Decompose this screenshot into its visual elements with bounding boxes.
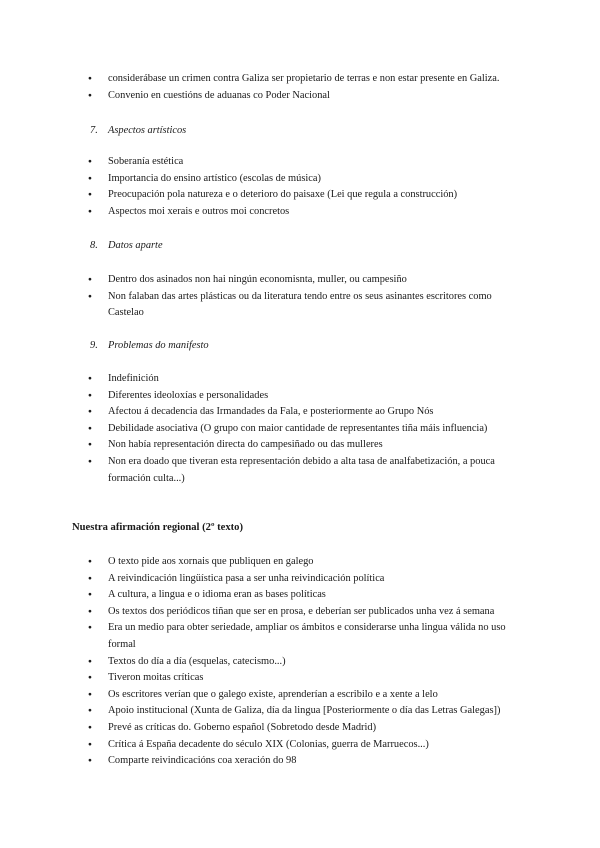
section-title: Aspectos artísticos [108, 125, 187, 136]
section-number: 8. [90, 240, 98, 251]
list-item: ● Prevé as críticas do. Goberno español (Sobretodo desde Madrid) [0, 720, 600, 737]
list-item: ● Dentro dos asinados non hai ningún economisnta, muller, ou campesiño [0, 272, 600, 289]
list-item: ● Aspectos moi xerais e outros moi concretos [0, 204, 600, 221]
list-item: ● Importancia do ensino artístico (escolas de música) [0, 171, 600, 188]
list-item: ● Soberanía estética [0, 154, 600, 171]
list-item: ● Indefinición [0, 371, 600, 388]
section-heading-9 [0, 339, 600, 353]
list-item: ● Preocupación pola natureza e o deterioro do paisaxe (Lei que regula a construcción) [0, 187, 600, 204]
list-item: ● A reivindicación lingüística pasa a ser unha reivindicación política [0, 571, 600, 588]
list-item: ● Diferentes ideoloxías e personalidades [0, 388, 600, 405]
list-item: ● Convenio en cuestións de aduanas co Poder Nacional [0, 88, 600, 105]
list-item: ● O texto pide aos xornais que publiquen en galego [0, 554, 600, 571]
list-item: ● Crítica á España decadente do século XIX (Colonias, guerra de Marruecos...) [0, 737, 600, 754]
list-item: ● A cultura, a lingua e o idioma eran as bases políticas [0, 587, 600, 604]
section-number: 9. [90, 340, 98, 351]
section-number: 7. [90, 125, 98, 136]
intro-bullet-list [0, 71, 600, 104]
list-item: ● Afectou á decadencia das Irmandades da Fala, e posteriormente ao Grupo Nós [0, 404, 600, 421]
list-item: ● Comparte reivindicacións coa xeración do 98 [0, 753, 600, 770]
section-title: Problemas do manifesto [108, 340, 209, 351]
section-heading-8 [0, 239, 600, 253]
list-item: ● Non era doado que tiveran esta representación debido a alta tasa de analfabetización, a pouca formación culta...) [0, 454, 600, 487]
list-item: ● considerábase un crimen contra Galiza ser propietario de terras e non estar presente en Galiza. [0, 71, 600, 88]
list-item: ● Tiveron moitas críticas [0, 670, 600, 687]
list-item: ● Os textos dos periódicos tiñan que ser en prosa, e deberían ser publicados unha vez á semana [0, 604, 600, 621]
list-item: ● Non falaban das artes plásticas ou da literatura tendo entre os seus asinantes escritores como Castelao [0, 289, 600, 322]
section-heading-7 [0, 124, 600, 138]
section-7-bullet-list [0, 154, 600, 220]
list-item: ● Non había representación directa do campesiñado ou das mulleres [0, 437, 600, 454]
second-text-bullet-list [0, 554, 600, 770]
list-item: ● Apoio institucional (Xunta de Galiza, día da lingua [Posteriormente o día das Letras Galegas]) [0, 703, 600, 720]
second-text-heading: Nuestra afirmación regional (2º texto) [72, 522, 243, 533]
list-item: ● Debilidade asociativa (O grupo con maior cantidade de representantes tiña máis influencia) [0, 421, 600, 438]
section-title: Datos aparte [108, 240, 163, 251]
list-item: ● Textos do día a día (esquelas, catecismo...) [0, 654, 600, 671]
section-9-bullet-list [0, 371, 600, 487]
list-item: ● Era un medio para obter seriedade, ampliar os ámbitos e considerarse unha lingua válida no uso formal [0, 620, 600, 653]
list-item: ● Os escritores verían que o galego existe, aprenderían a escribilo e a xente a lelo [0, 687, 600, 704]
section-8-bullet-list [0, 272, 600, 322]
